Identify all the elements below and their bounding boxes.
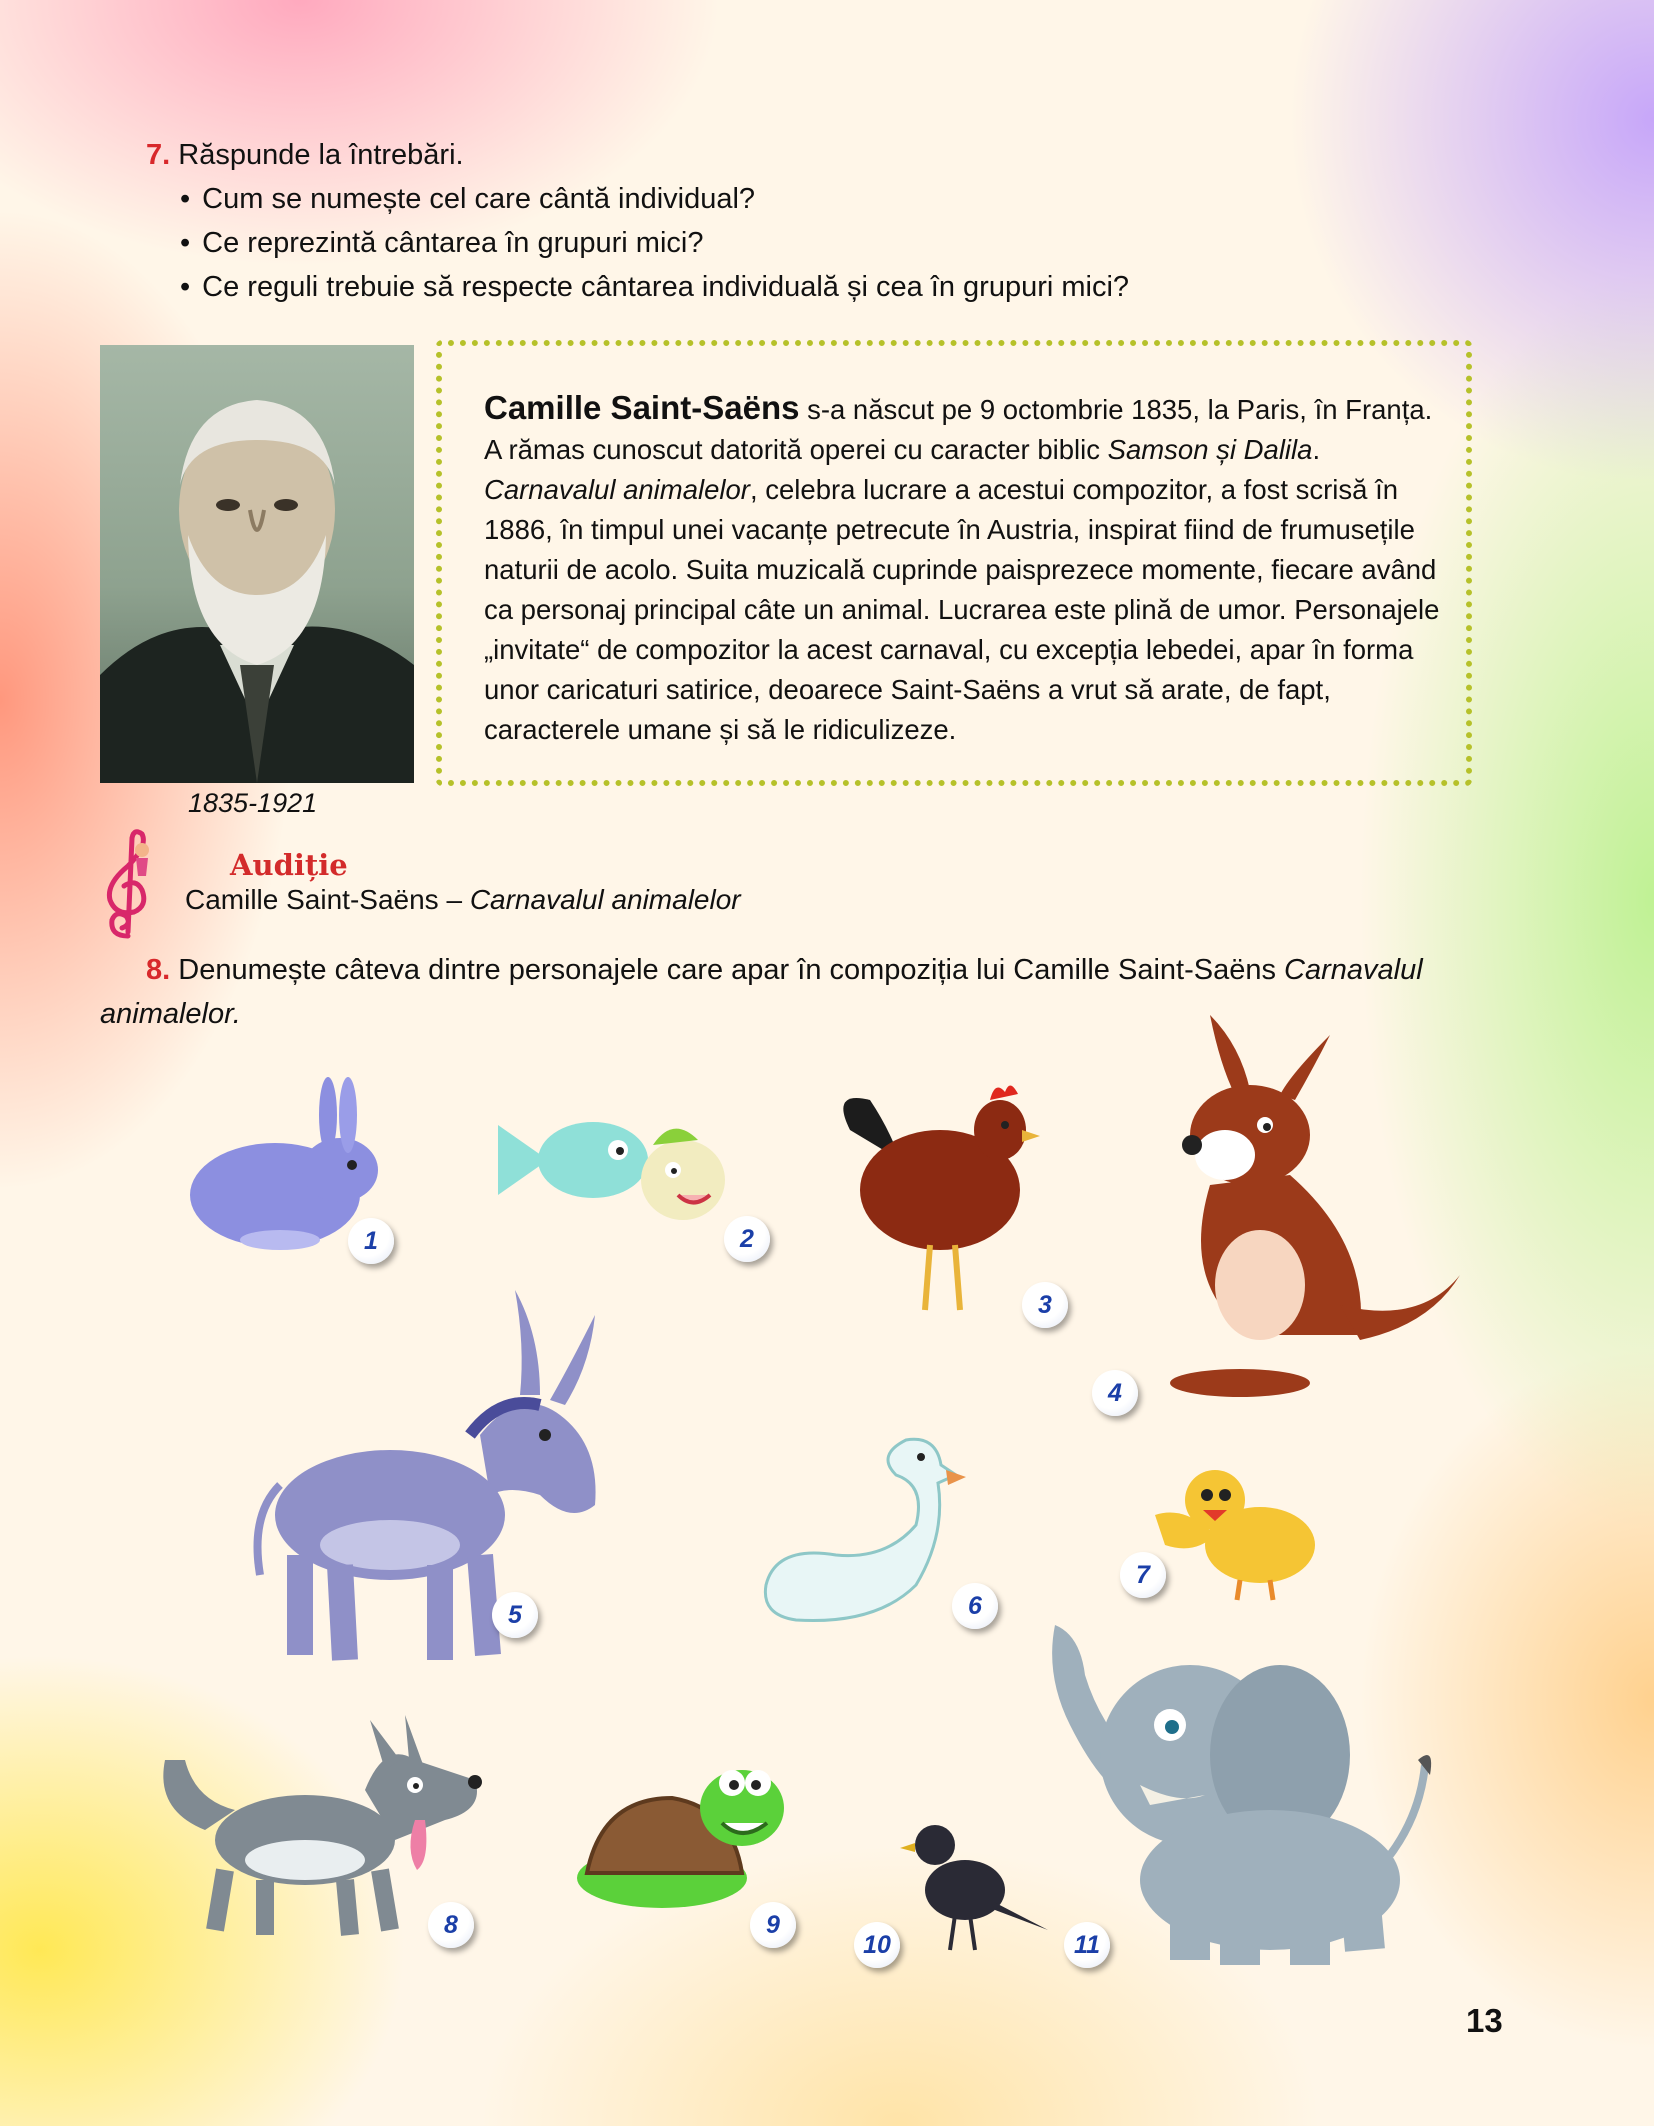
animal-number-badge: 6 [952, 1583, 998, 1629]
treble-clef-icon [98, 828, 156, 940]
audition-work [185, 884, 741, 916]
turtle-icon [572, 1738, 792, 1928]
question-7-number: 7. [146, 139, 171, 171]
animal-number-badge: 3 [1022, 1282, 1068, 1328]
question-8 [100, 948, 1500, 1036]
composer-portrait-illustration [100, 345, 414, 783]
animal-number-badge: 5 [492, 1592, 538, 1638]
audition-composer: Camille Saint-Saëns – [185, 884, 470, 915]
bio-text: s-a născut pe 9 octombrie 1835, la Paris, în Franța. A rămas cunoscut datorită operei cu caracter biblic [484, 394, 1433, 465]
animal-number-badge: 4 [1092, 1370, 1138, 1416]
animal-number-badge: 10 [854, 1922, 900, 1968]
kangaroo-icon [1130, 1005, 1470, 1405]
question-7-prompt: Răspunde la întrebări. [178, 139, 464, 171]
bio-text: , celebra lucrare a acestui compozitor, a fost scrisă în 1886, în timpul unei vacanțe petrecute în Austria, inspirat fiind de frumusețile naturii de acolo. Suita muzicală cuprinde paisprezece momente, fiecare având ca personaj principal câte un animal. Lucrarea este plină de umor. Personajele „invitate“ de compozitor la acest carnaval, cu excepția lebedei, apar în forma unor caricaturi satirice, deoarece Saint-Saëns a vrut să arate, de fapt, caracterele umane și să le ridiculizeze. [484, 474, 1440, 745]
question-7 [146, 133, 1129, 309]
hen-icon [830, 1070, 1050, 1330]
composer-name: Camille Saint-Saëns [484, 389, 800, 426]
bio-text: . [1312, 434, 1321, 465]
bio-work: Carnavalul animalelor [484, 474, 750, 505]
animal-number-badge: 7 [1120, 1552, 1166, 1598]
animal-number-badge: 11 [1064, 1922, 1110, 1968]
question-8-text: Denumește câteva dintre personajele care apar în compoziția lui Camille Saint-Saëns [170, 954, 1285, 986]
animal-number-badge: 2 [724, 1216, 770, 1262]
composer-portrait [100, 345, 414, 783]
animal-number-badge: 9 [750, 1902, 796, 1948]
animal-number-badge: 8 [428, 1902, 474, 1948]
composer-years: 1835-1921 [188, 788, 318, 818]
question-8-work: Carnavalul animalelor. [100, 954, 1423, 1030]
elephant-icon [1040, 1615, 1440, 1975]
audition-title: Audiție [230, 848, 348, 882]
rabbit-icon [180, 1075, 390, 1255]
question-7-list [146, 177, 1129, 309]
page-number: 13 [1466, 2002, 1503, 2039]
fish-icon [488, 1095, 738, 1235]
list-item: • Ce reguli trebuie să respecte cântarea individuală și cea în grupuri mici? [180, 265, 1129, 309]
blackbird-icon [900, 1810, 1050, 1960]
question-8-number: 8. [146, 954, 171, 986]
wolf-icon [155, 1700, 485, 1940]
list-item: • Cum se numește cel care cântă individual? [180, 177, 1129, 221]
donkey-icon [240, 1285, 610, 1675]
composer-bio-box [436, 340, 1472, 786]
chick-icon [1145, 1455, 1325, 1605]
bio-work: Samson și Dalila [1107, 434, 1313, 465]
audition-work-title: Carnavalul animalelor [469, 884, 741, 915]
list-item: • Ce reprezintă cântarea în grupuri mici? [180, 221, 1129, 265]
swan-icon [756, 1435, 976, 1635]
animal-number-badge: 1 [348, 1218, 394, 1264]
